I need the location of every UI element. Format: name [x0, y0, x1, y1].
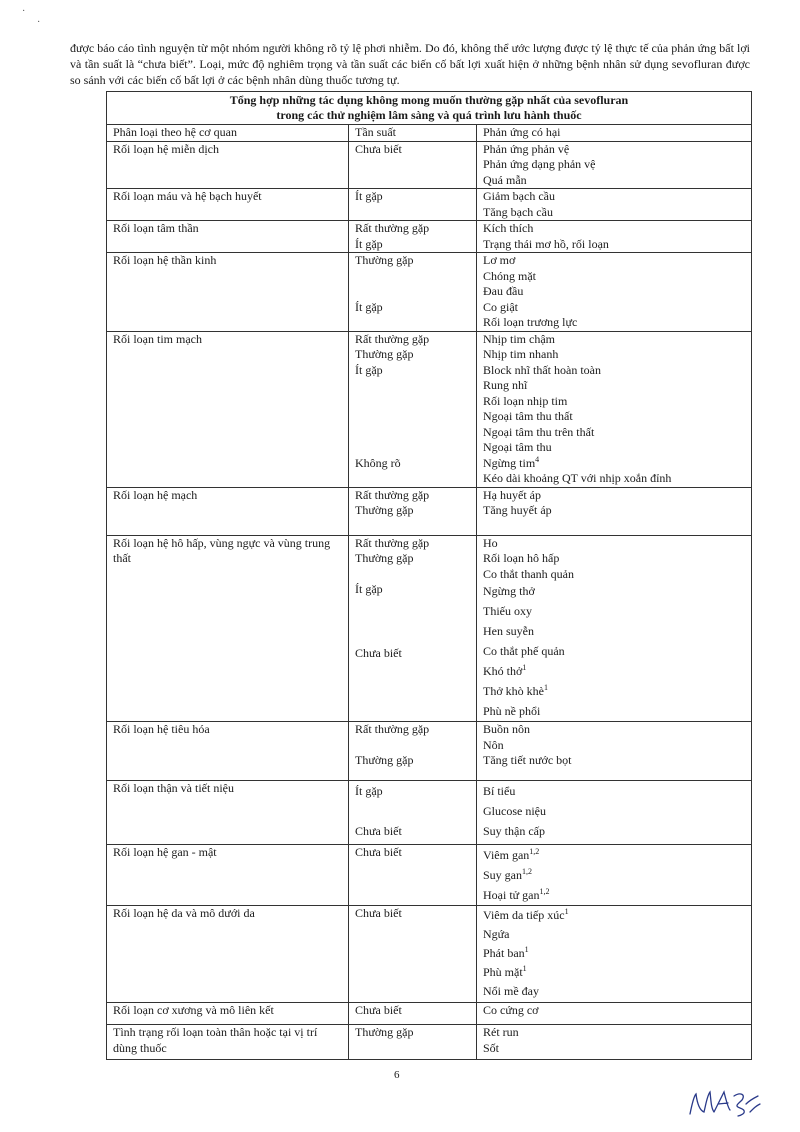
reaction-item: Co thắt phế quản: [483, 644, 565, 658]
reaction-item: Kéo dài khoảng QT với nhịp xoắn đỉnh: [483, 471, 672, 485]
frequency-value: Rất thường gặp: [355, 331, 430, 346]
reaction-item: Co cứng cơ: [483, 1003, 539, 1017]
reaction-item: Giảm bạch cầu: [483, 189, 555, 203]
frequency-cell: [349, 221, 477, 253]
table-row: [107, 1025, 752, 1060]
frequency-value: Chưa biết: [355, 906, 402, 920]
table-row: [107, 906, 752, 1003]
reaction-item: Thiếu oxy: [483, 604, 532, 618]
reaction-item: Nhịp tim chậm: [483, 331, 555, 346]
reaction-item: Khó thở: [483, 664, 523, 678]
reaction-item: Nổi mề đay: [483, 984, 539, 998]
table-title-line2: trong các thử nghiệm lâm sàng và quá trình lưu hành thuốc: [276, 108, 582, 122]
table-row: [107, 487, 752, 535]
handwritten-initials: [684, 1086, 764, 1127]
frequency-cell: [349, 331, 477, 487]
reaction-item: Ngừng tim: [483, 455, 536, 470]
footnote-mark: 1: [564, 907, 569, 916]
reaction-item: Rét run: [483, 1025, 519, 1039]
frequency-cell: [349, 722, 477, 781]
organ-cell: Rối loạn cơ xương và mô liên kết: [107, 1003, 349, 1025]
reaction-item: Ngoại tâm thu: [483, 440, 552, 454]
frequency-value: Rất thường gặp: [355, 535, 430, 550]
organ-cell: Rối loạn hệ thần kinh: [107, 253, 349, 332]
frequency-cell: [349, 1025, 477, 1060]
frequency-cell: [349, 487, 477, 535]
reaction-cell: [477, 1003, 752, 1025]
table-row: [107, 722, 752, 781]
organ-cell: Tình trạng rối loạn toàn thân hoặc tại vị trí dùng thuốc: [107, 1025, 349, 1060]
reaction-item: Co thắt thanh quản: [483, 566, 574, 581]
reaction-cell: [477, 722, 752, 781]
footnote-mark: 1: [524, 945, 529, 954]
reaction-item: Rối loạn hô hấp: [483, 551, 560, 565]
frequency-cell: [349, 906, 477, 1003]
footnote-mark: 1: [522, 663, 527, 672]
reaction-item: Phản ứng dạng phản vệ: [483, 157, 596, 171]
reaction-item: Ngứa: [483, 927, 510, 941]
reaction-item: Viêm gan: [483, 848, 530, 862]
reaction-cell: [477, 906, 752, 1003]
frequency-value: Rất thường gặp: [355, 221, 430, 235]
reaction-item: Chóng mặt: [483, 268, 536, 283]
table-row: [107, 189, 752, 221]
reaction-cell: [477, 535, 752, 722]
footnote-mark: 1,2: [539, 887, 550, 896]
column-header-row: [107, 125, 752, 142]
frequency-value: Rất thường gặp: [355, 722, 430, 736]
organ-cell: Rối loạn hệ hô hấp, vùng ngực và vùng trung thất: [107, 535, 349, 722]
reaction-item: Buồn nôn: [483, 722, 531, 736]
reaction-item: Ngoại tâm thu trên thất: [483, 424, 595, 439]
reaction-item: Phản ứng phản vệ: [483, 141, 570, 156]
frequency-value: Ít gặp: [355, 236, 383, 251]
reaction-item: Tăng bạch cầu: [483, 204, 553, 219]
table-row: [107, 1003, 752, 1025]
reaction-item: Suy thận cấp: [483, 824, 545, 838]
frequency-value: Thường gặp: [355, 347, 414, 361]
reaction-item: Đau đầu: [483, 284, 524, 298]
table-row: [107, 253, 752, 332]
organ-cell: Rối loạn hệ miễn dịch: [107, 141, 349, 189]
organ-cell: Rối loạn hệ mạch: [107, 487, 349, 535]
reaction-item: Bí tiểu: [483, 784, 516, 798]
page-number: 6: [394, 1069, 400, 1081]
reaction-item: Glucose niệu: [483, 804, 546, 818]
footnote-mark: 1: [522, 964, 527, 973]
frequency-value: Thường gặp: [355, 1025, 414, 1039]
reaction-item: Rung nhĩ: [483, 378, 528, 392]
frequency-value: Thường gặp: [355, 753, 414, 767]
reaction-item: Ngừng thở: [483, 584, 535, 598]
scan-specks: · ·: [22, 6, 41, 28]
frequency-value: Chưa biết: [355, 824, 402, 838]
reaction-item: Ngoại tâm thu thất: [483, 409, 573, 423]
table-title: [107, 92, 752, 125]
reaction-item: Tăng huyết áp: [483, 503, 552, 517]
organ-cell: Rối loạn hệ tiêu hóa: [107, 722, 349, 781]
reaction-item: Rối loạn trương lực: [483, 315, 578, 329]
signature-icon: [684, 1086, 764, 1122]
organ-cell: Rối loạn tim mạch: [107, 331, 349, 487]
frequency-value: Chưa biết: [355, 1003, 402, 1017]
reaction-item: Hạ huyết áp: [483, 487, 541, 502]
reaction-cell: [477, 253, 752, 332]
frequency-value: Ít gặp: [355, 299, 383, 314]
footnote-mark: 1,2: [522, 867, 532, 876]
organ-cell: Rối loạn hệ da và mô dưới da: [107, 906, 349, 1003]
header-frequency: Tần suất: [349, 125, 477, 142]
header-reactions: Phản ứng có hại: [477, 125, 752, 142]
reaction-cell: [477, 487, 752, 535]
reaction-item: Phù nề phổi: [483, 704, 541, 718]
frequency-value: Ít gặp: [355, 189, 383, 203]
adverse-effects-table: [106, 91, 752, 1060]
frequency-cell: [349, 845, 477, 906]
table-title-line1: Tổng hợp những tác dụng không mong muốn thường gặp nhất của sevofluran: [229, 93, 629, 107]
organ-cell: Rối loạn tâm thần: [107, 221, 349, 253]
frequency-cell: [349, 141, 477, 189]
table-row: [107, 221, 752, 253]
organ-cell: Rối loạn thận và tiết niệu: [107, 781, 349, 845]
frequency-value: Chưa biết: [355, 845, 402, 859]
table-row: [107, 845, 752, 906]
frequency-value: Rất thường gặp: [355, 487, 430, 502]
reaction-item: Lơ mơ: [483, 253, 516, 267]
reaction-item: Phù mặt: [483, 965, 523, 979]
reaction-item: Kích thích: [483, 221, 534, 235]
reaction-cell: [477, 221, 752, 253]
reaction-item: Viêm da tiếp xúc: [483, 908, 565, 922]
footnote-mark: 1: [544, 683, 549, 692]
reaction-item: Tăng tiết nước bọt: [483, 753, 572, 767]
reaction-cell: [477, 1025, 752, 1060]
reaction-item: Phát ban: [483, 946, 525, 960]
table-row: [107, 331, 752, 487]
organ-cell: Rối loạn máu và hệ bạch huyết: [107, 189, 349, 221]
frequency-value: Thường gặp: [355, 551, 414, 565]
frequency-cell: [349, 1003, 477, 1025]
reaction-cell: [477, 845, 752, 906]
reaction-item: Hoại tử gan: [483, 888, 540, 902]
reaction-item: Nhịp tim nhanh: [483, 347, 559, 361]
reaction-item: Co giật: [483, 299, 518, 314]
reaction-item: Nôn: [483, 737, 504, 752]
frequency-value: Ít gặp: [355, 784, 383, 798]
frequency-cell: [349, 535, 477, 722]
reaction-cell: [477, 331, 752, 487]
organ-cell: Rối loạn hệ gan - mật: [107, 845, 349, 906]
frequency-value: Ít gặp: [355, 582, 383, 596]
frequency-cell: [349, 189, 477, 221]
reaction-item: Thở khò khè: [483, 684, 545, 698]
reaction-cell: [477, 189, 752, 221]
reaction-item: Rối loạn nhịp tim: [483, 393, 568, 408]
footnote-mark: 1,2: [529, 847, 540, 856]
header-organ: Phân loại theo hệ cơ quan: [107, 125, 349, 142]
reaction-item: Suy gan: [483, 868, 522, 882]
reaction-cell: [477, 781, 752, 845]
frequency-value-unknown: Chưa biết: [355, 645, 402, 660]
reaction-item: Block nhĩ thất hoàn toàn: [483, 362, 601, 377]
reaction-item: Quá mẫn: [483, 172, 527, 187]
reaction-item: Trạng thái mơ hồ, rối loạn: [483, 236, 609, 251]
frequency-value: Chưa biết: [355, 141, 402, 156]
table-row: [107, 141, 752, 189]
intro-paragraph: được báo cáo tình nguyện từ một nhóm người không rõ tỷ lệ phơi nhiễm. Do đó, không thể ước lượng được tỷ lệ thực tế của phản ứng bất lợi và tần suất là “chưa biết”. Loại, mức độ nghiêm trọng và tần suất các biến cố bất lợi xuất hiện ở những bệnh nhân sử dụng sevofluran được so sánh với các biến cố bất lợi ở các bệnh nhân dùng thuốc tương tự.: [70, 41, 750, 87]
frequency-cell: [349, 253, 477, 332]
reaction-item: Sốt: [483, 1040, 500, 1055]
frequency-value: Thường gặp: [355, 503, 414, 517]
frequency-cell: [349, 781, 477, 845]
reaction-cell: [477, 141, 752, 189]
reaction-item: Hen suyễn: [483, 624, 534, 638]
table-row: [107, 535, 752, 722]
frequency-value: Không rõ: [355, 455, 401, 470]
reaction-item: Ho: [483, 535, 498, 550]
table-row: [107, 781, 752, 845]
footnote-mark: 4: [535, 454, 540, 464]
frequency-value: Thường gặp: [355, 253, 414, 267]
frequency-value: Ít gặp: [355, 362, 383, 377]
